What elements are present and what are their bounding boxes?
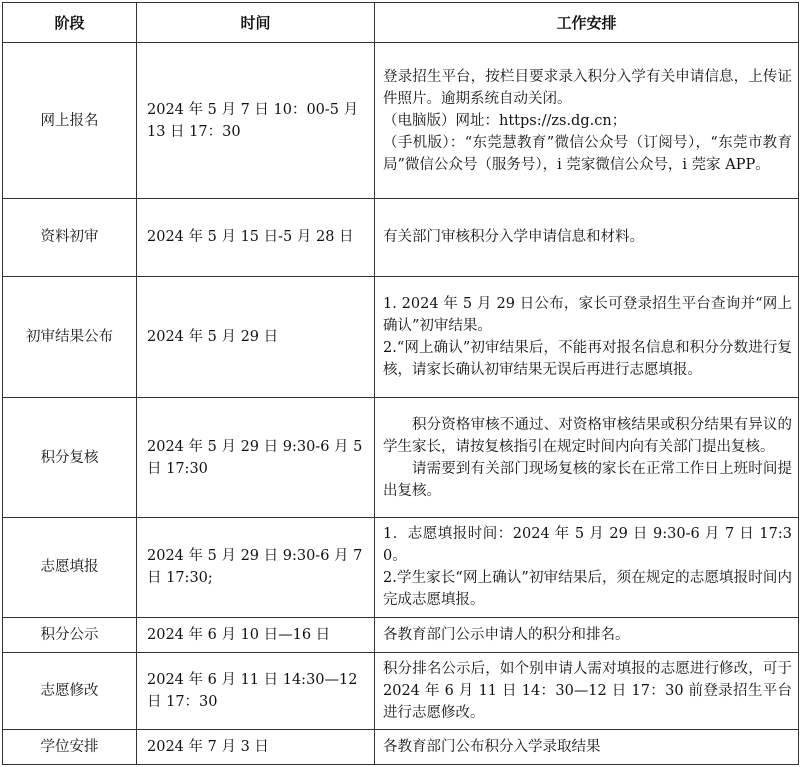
table-row [3, 398, 799, 518]
task-line: 1．志愿填报时间：2024 年 5 月 29 日 9:30-6 月 7 日 17:30。 [383, 526, 792, 565]
table-row [3, 518, 799, 618]
stage-cell: 网上报名 [3, 43, 137, 199]
stage-cell: 志愿修改 [3, 653, 137, 730]
stage-cell: 初审结果公布 [3, 276, 137, 398]
table-row [3, 730, 799, 765]
time-cell: 2024 年 6 月 11 日 14:30—12 日 17：30 [137, 653, 375, 730]
time-cell: 2024 年 6 月 10 日—16 日 [137, 617, 375, 653]
time-cell: 2024 年 5 月 29 日 [137, 276, 375, 398]
time-cell: 2024 年 7 月 3 日 [137, 730, 375, 765]
stage-cell: 积分公示 [3, 617, 137, 653]
time-cell: 2024 年 5 月 29 日 9:30-6 月 7 日 17:30; [137, 518, 375, 618]
table-row [3, 43, 799, 199]
task-line: 登录招生平台，按栏目要求录入积分入学有关申请信息，上传证件照片。逾期系统自动关闭。 [383, 68, 792, 107]
task-line: 各教育部门公布积分入学录取结果 [383, 739, 601, 756]
task-line-url: （电脑版）网址：https://zs.dg.cn； [383, 112, 627, 129]
header-row [3, 3, 799, 43]
task-line: 积分排名公示后，如个别申请人需对填报的志愿进行修改，可于 2024 年 6 月 11 日 14：30—12 日 17：30 前登录招生平台进行志愿修改。 [383, 661, 792, 722]
stage-cell: 资料初审 [3, 199, 137, 276]
task-line: 请需要到有关部门现场复核的家长在正常工作日上班时间提出复核。 [383, 460, 792, 499]
stage-cell: 志愿填报 [3, 518, 137, 618]
schedule-document [2, 2, 798, 765]
time-cell: 2024 年 5 月 7 日 10：00-5 月 13 日 17：30 [137, 43, 375, 199]
task-cell [375, 518, 799, 618]
task-cell [375, 199, 799, 276]
task-line: 积分资格审核不通过、对资格审核结果或积分结果有异议的学生家长，请按复核指引在规定时间内向有关部门提出复核。 [383, 416, 792, 455]
header-task: 工作安排 [375, 3, 799, 43]
task-cell [375, 617, 799, 653]
task-cell [375, 43, 799, 199]
time-cell: 2024 年 5 月 29 日 9:30-6 月 5 日 17:30 [137, 398, 375, 518]
stage-cell: 学位安排 [3, 730, 137, 765]
task-line: 1. 2024 年 5 月 29 日公布，家长可登录招生平台查询并“网上确认”初审结果。 [383, 295, 792, 334]
table-row [3, 653, 799, 730]
task-cell [375, 276, 799, 398]
task-cell [375, 398, 799, 518]
task-cell [375, 653, 799, 730]
stage-cell: 积分复核 [3, 398, 137, 518]
task-line: 2.学生家长“网上确认”初审结果后，须在规定的志愿填报时间内完成志愿填报。 [383, 570, 792, 609]
table-row [3, 199, 799, 276]
schedule-table [2, 2, 799, 765]
task-line: 各教育部门公示申请人的积分和排名。 [383, 626, 630, 643]
task-line: （手机版）：“东莞慧教育”微信公众号（订阅号），“东莞市教育局”微信公众号（服务号），i 莞家微信公众号，i 莞家 APP。 [383, 134, 792, 173]
task-line: 2.“网上确认”初审结果后，不能再对报名信息和积分分数进行复核，请家长确认初审结果无误后再进行志愿填报。 [383, 339, 792, 378]
header-time: 时间 [137, 3, 375, 43]
task-line: 有关部门审核积分入学申请信息和材料。 [383, 229, 644, 246]
time-cell: 2024 年 5 月 15 日-5 月 28 日 [137, 199, 375, 276]
table-row [3, 617, 799, 653]
task-cell [375, 730, 799, 765]
header-stage: 阶段 [3, 3, 137, 43]
table-row [3, 276, 799, 398]
